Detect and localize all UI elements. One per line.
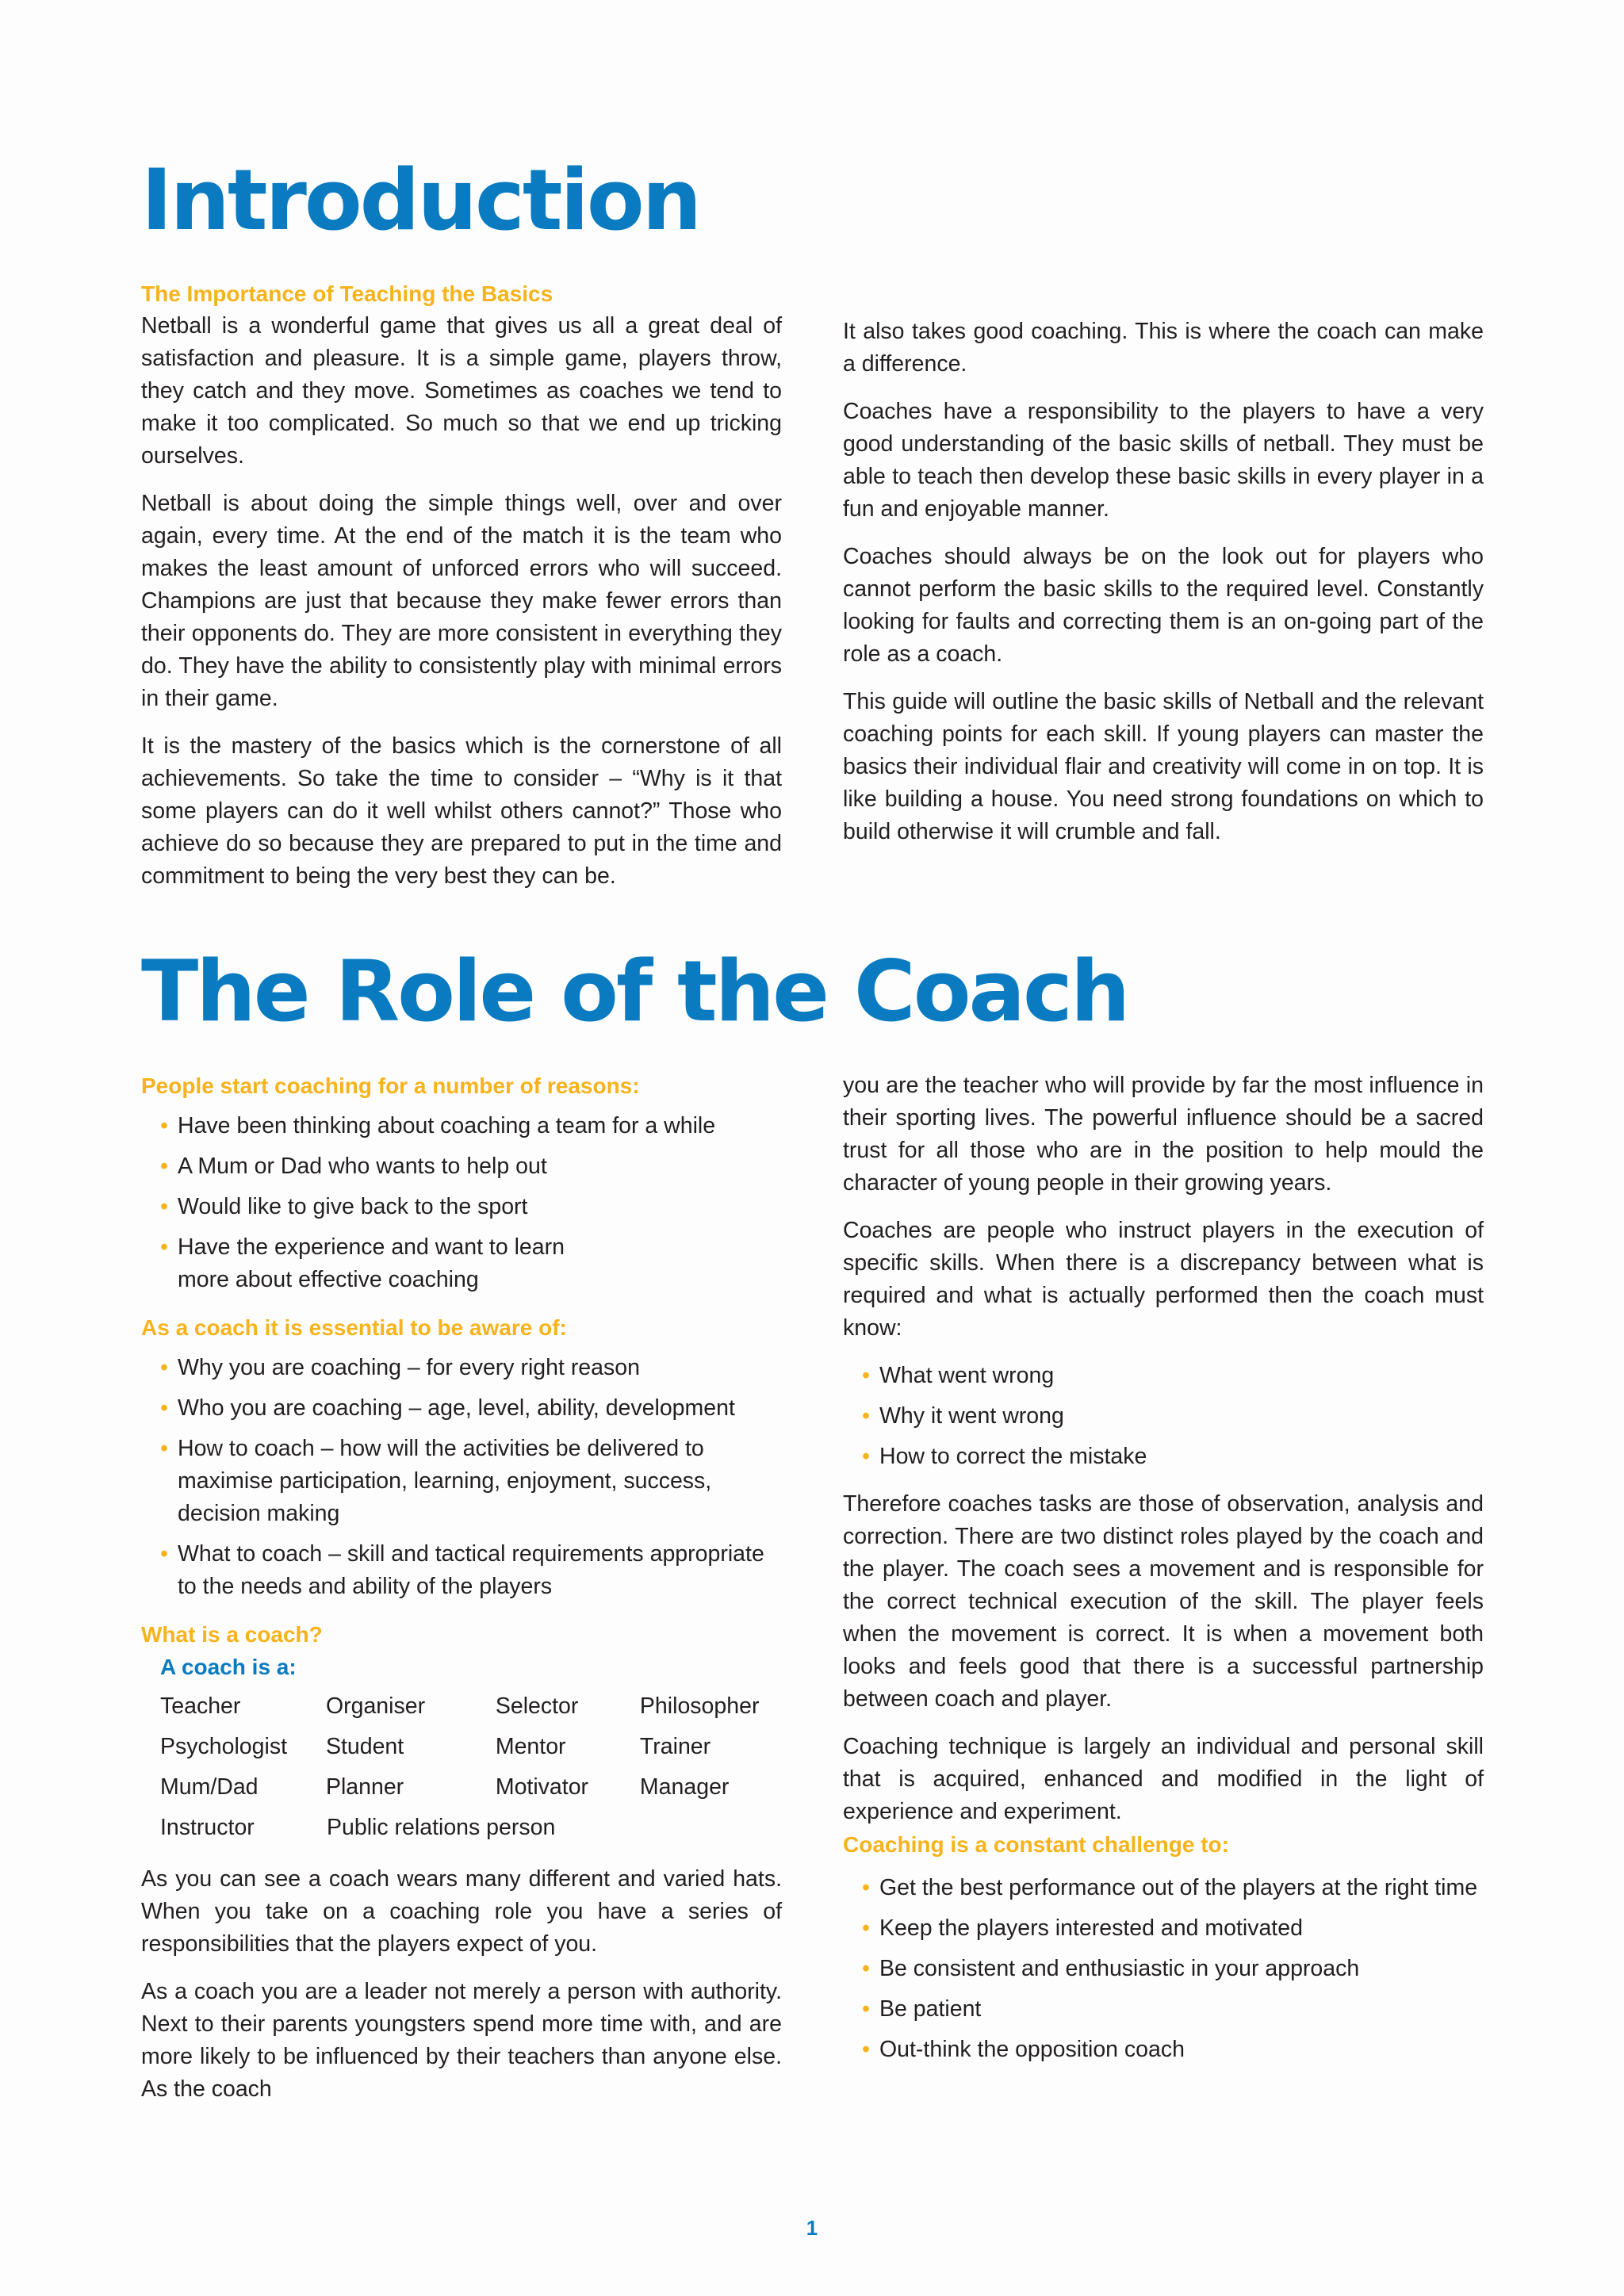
intro-paragraph: Netball is about doing the simple things well, over and over again, every time. At the end of the match it is the team who makes the least amount of unforced errors who will succeed. Champions are just that because they make fewer errors than their opponents do. They are more consistent in everything they do. They have the ability to consistently play with minimal errors in their game. [141, 491, 782, 711]
intro-paragraph: It also takes good coaching. This is where the coach can make a difference. [843, 319, 1484, 377]
role-cell: Student [325, 1734, 404, 1759]
introduction-title: Introduction [141, 151, 700, 249]
list-item: • How to coach – how will the activities be delivered to maximise participation, learning, enjoyment, success, decision making [160, 1433, 782, 1530]
roles-row [160, 1767, 782, 1808]
role-cell: Public relations person [327, 1815, 556, 1840]
roles-row [160, 1808, 782, 1848]
list-item: • Be patient [862, 1993, 1484, 2026]
role-paragraph: Therefore coaches tasks are those of observation, analysis and correction. There are two distinct roles played by the coach and the player. The coach sees a movement and is responsible for the correct technical execution of the skill. The player feels when the movement is correct. It is when a movement both looks and feels good that there is a successful partnership between coach and player. [843, 1491, 1484, 1712]
list-item: • Why you are coaching – for every right reason [160, 1352, 782, 1384]
intro-paragraph: It is the mastery of the basics which is the cornerstone of all achievements. So take the time to consider – “Why is it that some players can do it well whilst others cannot?” Those who achieve do so because they are prepared to put in the time and commitment to being the very best they can be. [141, 733, 782, 889]
list-item: • Out-think the opposition coach [862, 2034, 1484, 2066]
roles-row [160, 1686, 782, 1727]
aware-list [141, 1352, 782, 1603]
challenge-heading: Coaching is a constant challenge to: [843, 1832, 1229, 1857]
role-right-column [843, 1070, 1484, 2081]
must-know-list [843, 1360, 1484, 1473]
role-paragraph: you are the teacher who will provide by far the most influence in their sporting lives. The powerful influence should be a sacred trust for all those who are in the position to help mould the character of young people in their growing years. [843, 1073, 1484, 1196]
role-cell: Motivator [495, 1774, 589, 1800]
what-is-coach-heading: What is a coach? [141, 1622, 323, 1647]
coach-roles-grid [160, 1686, 782, 1848]
list-item: • Keep the players interested and motivated [862, 1912, 1484, 1945]
intro-right-column [843, 316, 1484, 863]
aware-heading: As a coach it is essential to be aware of: [141, 1315, 567, 1340]
list-item: • Be consistent and enthusiastic in your approach [862, 1953, 1484, 1985]
role-cell: Mentor [495, 1734, 566, 1759]
list-item: • What went wrong [862, 1360, 1484, 1392]
role-paragraph: Coaching technique is largely an individual and personal skill that is acquired, enhanced and modified in the light of experience and experiment. [843, 1734, 1484, 1824]
role-cell: Planner [325, 1774, 404, 1800]
reasons-heading: People start coaching for a number of reasons: [141, 1073, 640, 1098]
role-paragraph: Coaches are people who instruct players in the execution of specific skills. When there is a discrepancy between what is required and what is actually performed then the coach must know: [843, 1218, 1484, 1341]
page-number: 1 [806, 2216, 818, 2240]
role-paragraph: As you can see a coach wears many different and varied hats. When you take on a coaching role you have a series of responsibilities that the players expect of you. [141, 1866, 782, 1957]
intro-paragraph: This guide will outline the basic skills of Netball and the relevant coaching points for each skill. If young players can master the basics their individual flair and creativity will come in on top. It is like building a house. You need strong foundations on which to build otherwise it will crumble and fall. [843, 689, 1484, 844]
list-item: • Have the experience and want to learn more about effective coaching [160, 1231, 606, 1296]
role-cell: Teacher [160, 1693, 241, 1719]
role-cell: Psychologist [160, 1734, 287, 1759]
role-cell: Organiser [325, 1693, 426, 1719]
coach-is-a-heading: A coach is a: [160, 1655, 297, 1679]
intro-paragraph: Netball is a wonderful game that gives us all a great deal of satisfaction and pleasure. It is a simple game, players throw, they catch and they move. Sometimes as coaches we tend to make it too complicated. So much so that we end up tricking ourselves. [141, 313, 782, 469]
role-cell: Instructor [160, 1815, 255, 1840]
role-of-coach-title: The Role of the Coach [141, 943, 1128, 1040]
list-item: • A Mum or Dad who wants to help out [160, 1150, 782, 1183]
list-item: • Get the best performance out of the players at the right time [862, 1872, 1484, 1904]
roles-row [160, 1727, 782, 1767]
role-cell: Philosopher [639, 1693, 760, 1719]
reasons-list [141, 1110, 782, 1296]
role-paragraph: As a coach you are a leader not merely a person with authority. Next to their parents youngsters spend more time with, and are more likely to be influenced by their teachers than anyone else. As the coach [141, 1979, 782, 2102]
list-item: • Why it went wrong [862, 1400, 1484, 1433]
list-item: • Would like to give back to the sport [160, 1191, 782, 1223]
role-left-column [141, 1070, 782, 2121]
list-item: • What to coach – skill and tactical requirements appropriate to the needs and ability of the players [160, 1538, 782, 1603]
intro-paragraph: Coaches have a responsibility to the players to have a very good understanding of the basic skills of netball. They must be able to teach then develop these basic skills in every player in a fun and enjoyable manner. [843, 399, 1484, 522]
intro-left-column [141, 277, 782, 908]
intro-paragraph: Coaches should always be on the look out for players who cannot perform the basic skills to the required level. Constantly looking for faults and correcting them is an on-going part of the role as a coach. [843, 544, 1484, 667]
list-item: • Have been thinking about coaching a team for a while [160, 1110, 782, 1142]
intro-subheading: The Importance of Teaching the Basics [141, 281, 553, 306]
role-cell: Trainer [639, 1734, 711, 1759]
list-item: • How to correct the mistake [862, 1441, 1484, 1473]
challenge-list [843, 1872, 1484, 2066]
list-item: • Who you are coaching – age, level, ability, development [160, 1392, 782, 1425]
role-cell: Manager [639, 1774, 730, 1800]
role-cell: Mum/Dad [160, 1774, 259, 1800]
role-cell: Selector [495, 1693, 579, 1719]
